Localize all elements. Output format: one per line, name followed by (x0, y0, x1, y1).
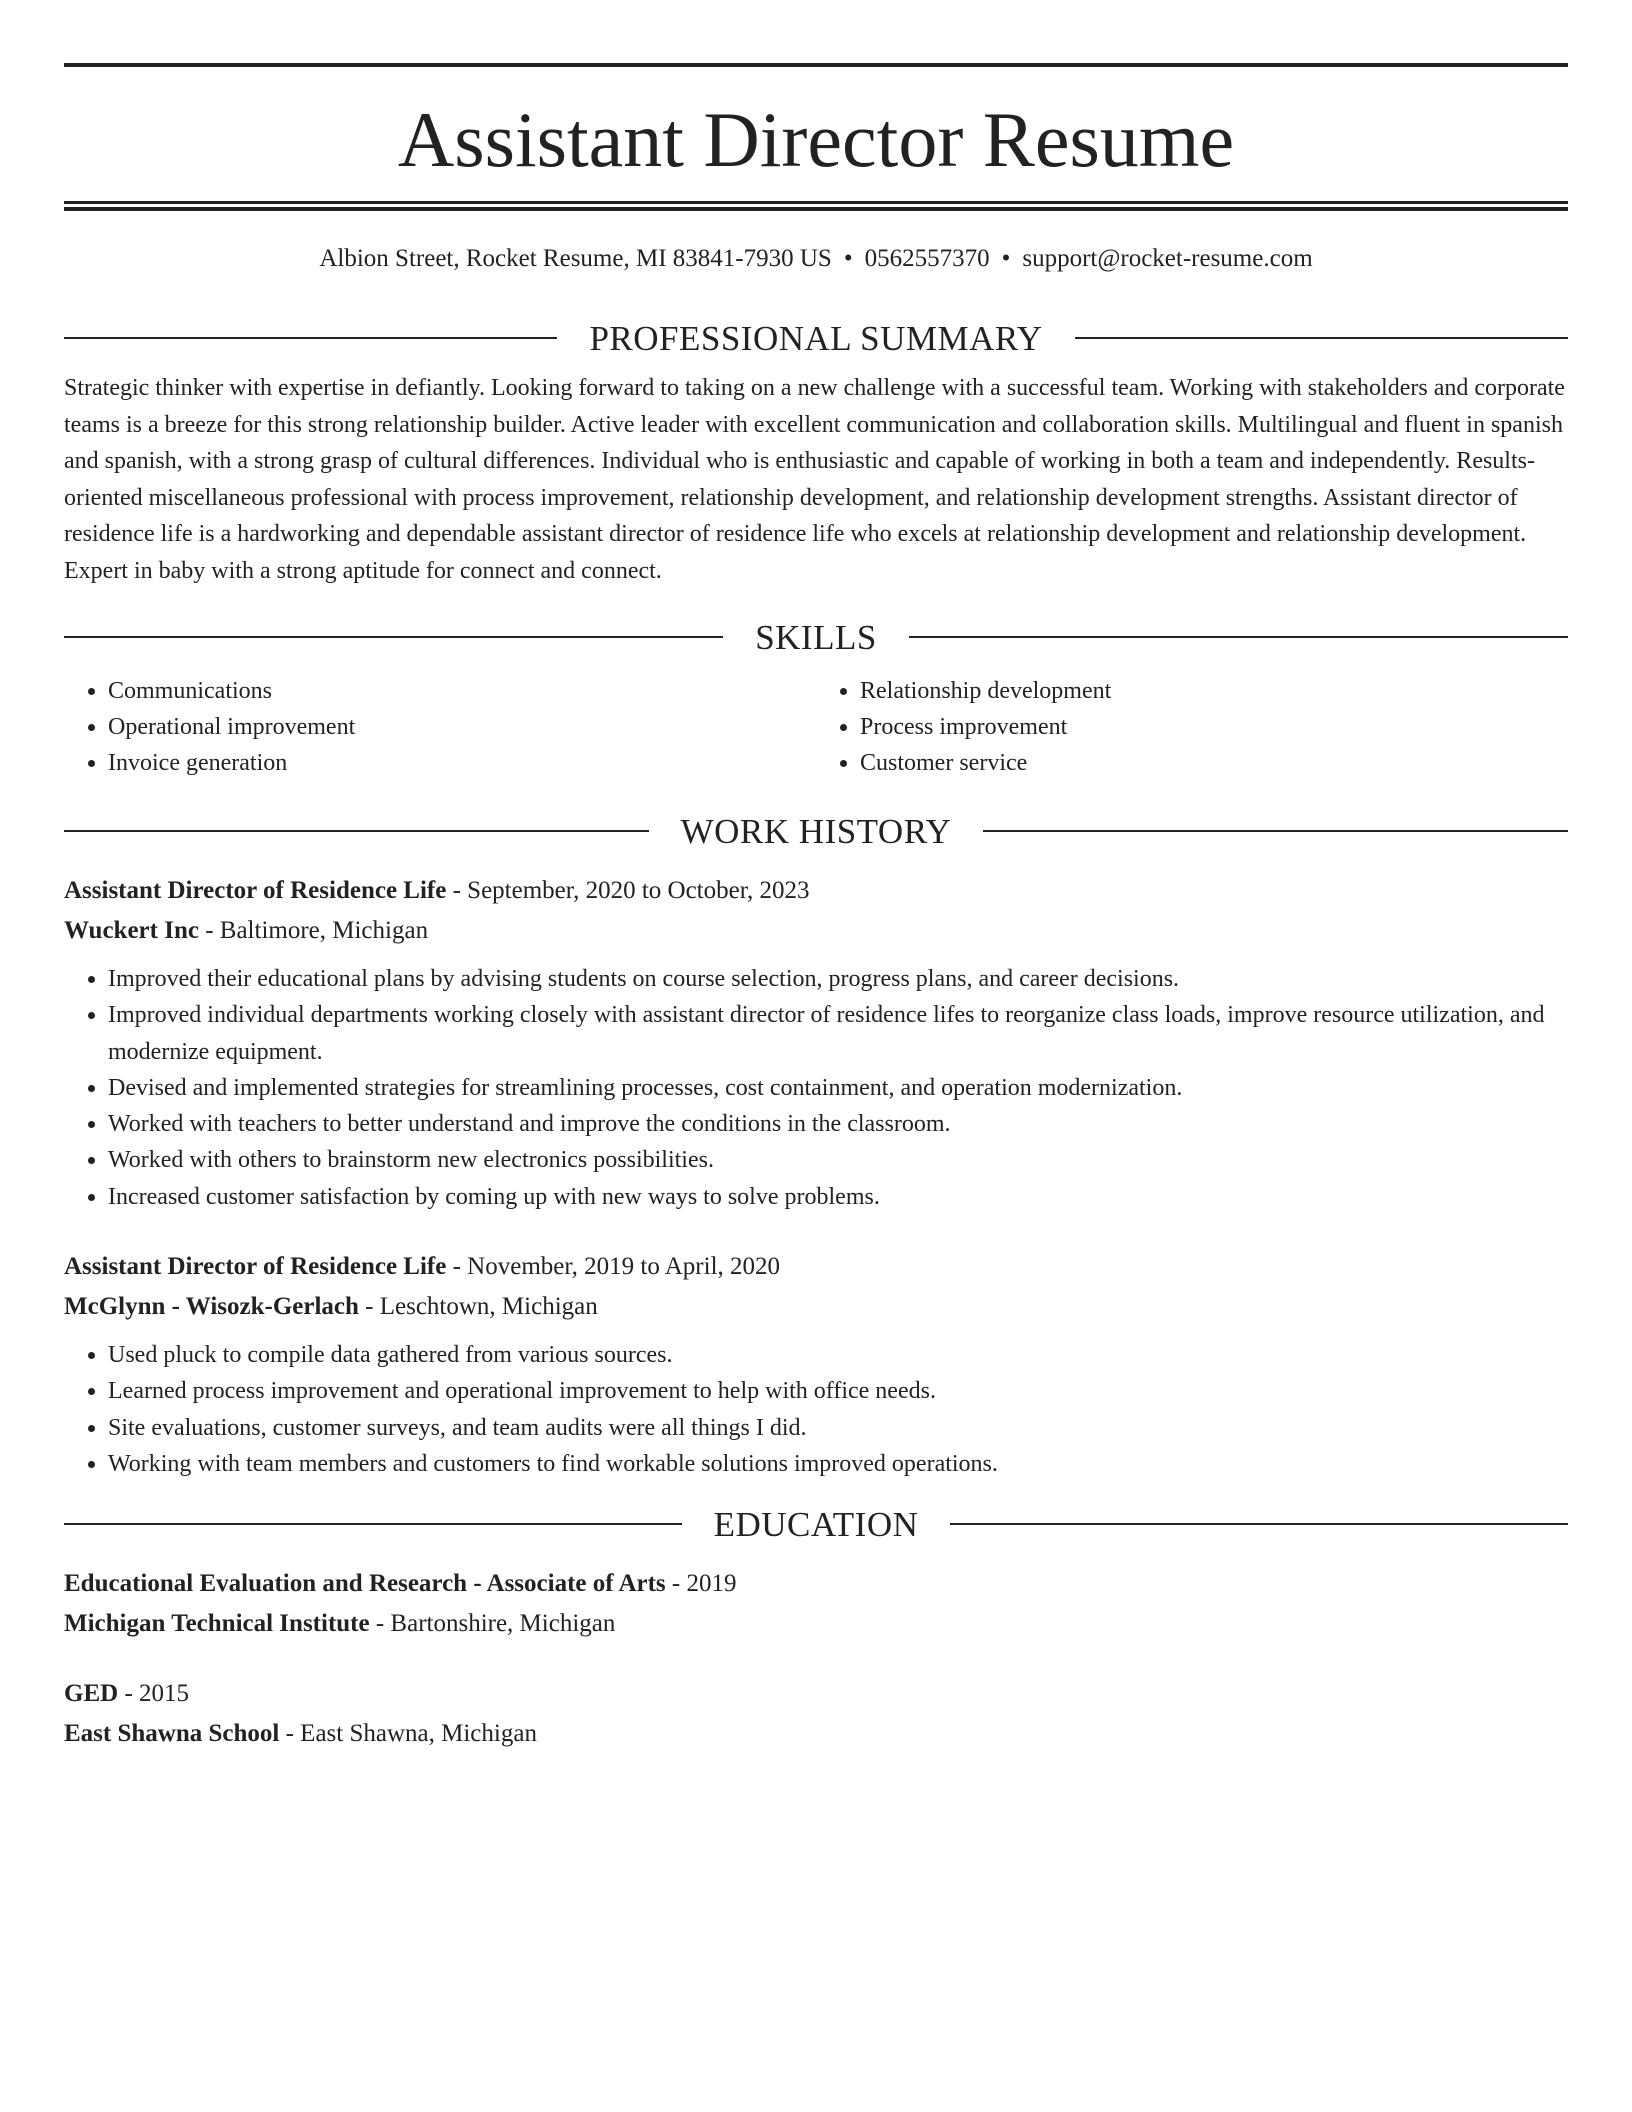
job-entry (64, 1247, 1568, 1482)
section-rule (64, 830, 649, 832)
skill-item: • Process improvement (860, 709, 1568, 745)
skills-list (64, 673, 1568, 781)
job-location: - Leschtown, Michigan (358, 1293, 598, 1321)
section-title-skills: SKILLS (755, 617, 877, 657)
section-rule (950, 1523, 1568, 1525)
section-header-summary (64, 318, 1568, 358)
section-rule (1075, 337, 1568, 339)
job-title: Assistant Director of Residence Life (64, 1253, 447, 1281)
job-company: Wuckert Inc (64, 917, 199, 944)
education-school: Michigan Technical Institute (64, 1610, 370, 1638)
skill-item: • Communications (108, 673, 816, 709)
title-double-rule (64, 201, 1568, 211)
resume-title: Assistant Director Resume (397, 96, 1235, 183)
job-bullet: • Site evaluations, customer surveys, and team audits were all things I did. (108, 1410, 1568, 1446)
section-title-education: EDUCATION (713, 1504, 919, 1544)
education-year: - 2019 (665, 1570, 737, 1598)
education-degree: GED (64, 1680, 119, 1708)
job-title: Assistant Director of Residence Life (64, 877, 447, 904)
job-bullet: • Devised and implemented strategies for streamlining processes, cost containment, and operation modernization. (108, 1070, 1568, 1106)
section-rule (64, 337, 557, 339)
job-bullet: • Improved their educational plans by advising students on course selection, progress plans, and career decisions. (108, 961, 1568, 997)
summary-paragraph: Strategic thinker with expertise in defiantly. Looking forward to taking on a new challenge with a successful team. Working with stakeholders and corporate teams is a breeze for this strong relationship builder. Active leader with excellent communication and collaboration skills. Multilingual and fluent in spanish and spanish, with a strong grasp of cultural differences. Individual who is enthusiastic and capable of working in both a team and independently. Results-oriented miscellaneous professional with process improvement, relationship development, and relationship development strengths. Assistant director of residence life is a hardworking and dependable assistant director of residence life who excels at relationship development and relationship development. Expert in baby with a strong aptitude for connect and connect. (64, 375, 1565, 584)
job-title-line (64, 1247, 1568, 1287)
skill-item: • Invoice generation (108, 745, 816, 781)
section-header-education (64, 1504, 1568, 1544)
section-rule (983, 830, 1568, 832)
education-school-line (64, 1714, 1568, 1754)
job-company-line (64, 911, 1568, 951)
section-rule (64, 1523, 682, 1525)
top-rule (64, 63, 1568, 67)
contact-email: support@rocket-resume.com (1022, 245, 1313, 272)
job-bullet: • Used pluck to compile data gathered from various sources. (108, 1337, 1568, 1373)
section-rule (909, 636, 1568, 638)
contact-separator: • (843, 245, 853, 272)
skills-column-left (64, 673, 816, 781)
job-company-line (64, 1287, 1568, 1327)
job-bullets (64, 1337, 1568, 1482)
section-title-summary: PROFESSIONAL SUMMARY (589, 318, 1043, 358)
job-bullet: • Learned process improvement and operational improvement to help with office needs. (108, 1373, 1568, 1409)
education-location: - East Shawna, Michigan (279, 1720, 537, 1748)
section-title-work: WORK HISTORY (680, 811, 952, 851)
contact-address: Albion Street, Rocket Resume, MI 83841-7930 US (319, 245, 832, 272)
section-header-work (64, 811, 1568, 851)
education-school-line (64, 1604, 1568, 1644)
job-bullet: • Increased customer satisfaction by coming up with new ways to solve problems. (108, 1179, 1568, 1215)
contact-phone: 0562557370 (864, 245, 990, 272)
job-dates: - September, 2020 to October, 2023 (446, 877, 810, 904)
education-entry (64, 1564, 1568, 1644)
skill-item: • Operational improvement (108, 709, 816, 745)
contact-line (64, 244, 1568, 274)
education-location: - Bartonshire, Michigan (369, 1610, 616, 1638)
education-degree: Educational Evaluation and Research - Associate of Arts (64, 1570, 666, 1598)
education-school: East Shawna School (64, 1720, 280, 1748)
skill-item: • Relationship development (860, 673, 1568, 709)
job-bullet: • Worked with others to brainstorm new electronics possibilities. (108, 1142, 1568, 1178)
job-bullet: • Working with team members and customers to find workable solutions improved operations. (108, 1446, 1568, 1482)
job-dates: - November, 2019 to April, 2020 (446, 1253, 781, 1281)
job-title-line (64, 871, 1568, 911)
job-bullet: • Worked with teachers to better understand and improve the conditions in the classroom. (108, 1106, 1568, 1142)
job-entry (64, 871, 1568, 1215)
job-company: McGlynn - Wisozk-Gerlach (64, 1293, 359, 1321)
education-degree-line (64, 1564, 1568, 1604)
contact-separator: • (1001, 245, 1011, 272)
education-degree-line (64, 1674, 1568, 1714)
skill-item: • Customer service (860, 745, 1568, 781)
skills-column-right (816, 673, 1568, 781)
education-year: - 2015 (118, 1680, 190, 1708)
section-header-skills (64, 617, 1568, 657)
job-bullet: • Improved individual departments working closely with assistant director of residence lifes to reorganize class loads, improve resource utilization, and modernize equipment. (108, 997, 1568, 1070)
job-location: - Baltimore, Michigan (198, 917, 429, 944)
job-bullets (64, 961, 1568, 1215)
education-entry (64, 1674, 1568, 1754)
section-rule (64, 636, 723, 638)
